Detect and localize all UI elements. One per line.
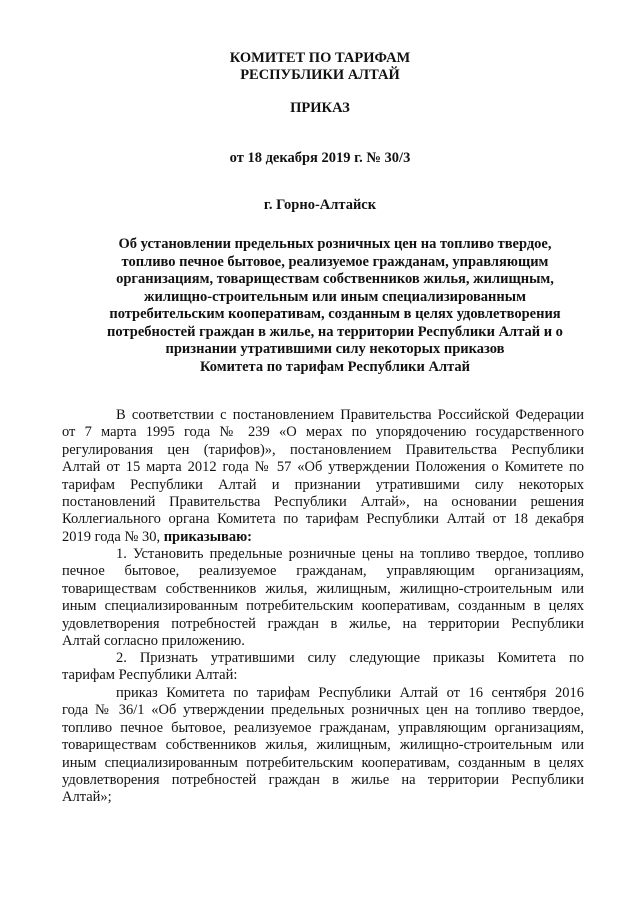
org-name-line1: КОМИТЕТ ПО ТАРИФАМ bbox=[229, 50, 411, 66]
order-verb: приказываю: bbox=[163, 528, 252, 545]
repealed-order-line: Алтай»; bbox=[62, 789, 112, 806]
repealed-order-line: иным специализированным потребительским кооперативам, созданным в целях bbox=[62, 754, 584, 771]
item-1-line: удовлетворения потребностей граждан в жилье, на территории Республики bbox=[62, 615, 584, 632]
title-line: признании утратившими силу некоторых приказов bbox=[165, 341, 505, 357]
preamble-last-line bbox=[62, 529, 584, 546]
title-line: потребительским кооперативам, созданным в целях удовлетворения bbox=[109, 306, 561, 322]
item-1-line: иным специализированным потребительским кооперативам, созданным в целях bbox=[62, 598, 584, 615]
item-1-line: 1. Установить предельные розничные цены на топливо твердое, топливо bbox=[116, 546, 584, 562]
title-line: Комитета по тарифам Республики Алтай bbox=[199, 358, 471, 375]
preamble-line: постановлений Правительства Республики Алтай», на основании решения bbox=[62, 493, 584, 510]
preamble-paragraph bbox=[62, 407, 584, 546]
org-name-line2: РЕСПУБЛИКИ АЛТАЙ bbox=[240, 67, 400, 83]
title-line: Об установлении предельных розничных цен на топливо твердое, bbox=[118, 236, 552, 252]
item-1-line: печное бытовое, реализуемое гражданам, управляющим организациям, bbox=[62, 563, 584, 580]
repealed-order-line: товариществам собственников жилья, жилищным, жилищно-строительным или bbox=[62, 737, 584, 754]
item-1-line: товариществам собственников жилья, жилищным, жилищно-строительным или bbox=[62, 580, 584, 597]
repealed-order-line: топливо печное бытовое, реализуемое гражданам, управляющим организациям, bbox=[62, 719, 584, 736]
title-line: организациям, товариществам собственников жилья, жилищным, bbox=[116, 271, 554, 287]
doc-type: ПРИКАЗ bbox=[290, 100, 350, 116]
title-line: топливо печное бытовое, реализуемое гражданам, управляющим bbox=[121, 253, 549, 270]
title-line: потребностей граждан в жилье, на территории Республики Алтай и о bbox=[107, 323, 563, 340]
preamble-line: тарифам Республики Алтай и признании утратившими силу некоторых bbox=[62, 476, 584, 493]
item-2-line: тарифам Республики Алтай: bbox=[62, 667, 238, 684]
title-line: жилищно-строительным или иным специализированным bbox=[144, 288, 526, 305]
preamble-line: от 7 марта 1995 года № 239 «О мерах по упорядочению государственного bbox=[62, 424, 584, 441]
doc-title bbox=[100, 236, 570, 376]
item-1-paragraph bbox=[62, 546, 584, 650]
item-2-line: 2. Признать утратившими силу следующие приказы Комитета по bbox=[116, 650, 584, 666]
preamble-line: Коллегиального органа Комитета по тарифам Республики Алтай от 18 декабря bbox=[62, 511, 584, 528]
preamble-last-text: 2019 года № 30, bbox=[62, 528, 164, 545]
doc-date-number: от 18 декабря 2019 г. № 30/3 bbox=[229, 150, 411, 166]
preamble-line: В соответствии с постановлением Правительства Российской Федерации bbox=[116, 407, 584, 423]
preamble-line: Алтай от 15 марта 2012 года № 57 «Об утверждении Положения о Комитете по bbox=[62, 459, 584, 476]
repealed-order-line: приказ Комитета по тарифам Республики Алтай от 16 сентября 2016 bbox=[116, 685, 584, 701]
item-2-paragraph bbox=[62, 650, 584, 685]
doc-city: г. Горно-Алтайск bbox=[263, 197, 377, 213]
repealed-order-line: удовлетворения потребностей граждан в жилье на территории Республики bbox=[62, 771, 584, 788]
repealed-order-line: года № 36/1 «Об утверждении предельных розничных цен на топливо твердое, bbox=[62, 702, 584, 719]
preamble-line: регулирования цен (тарифов)», постановлением Правительства Республики bbox=[62, 441, 584, 458]
repealed-order-paragraph bbox=[62, 685, 584, 807]
org-header bbox=[0, 50, 640, 84]
item-1-line: Алтай согласно приложению. bbox=[62, 632, 245, 649]
